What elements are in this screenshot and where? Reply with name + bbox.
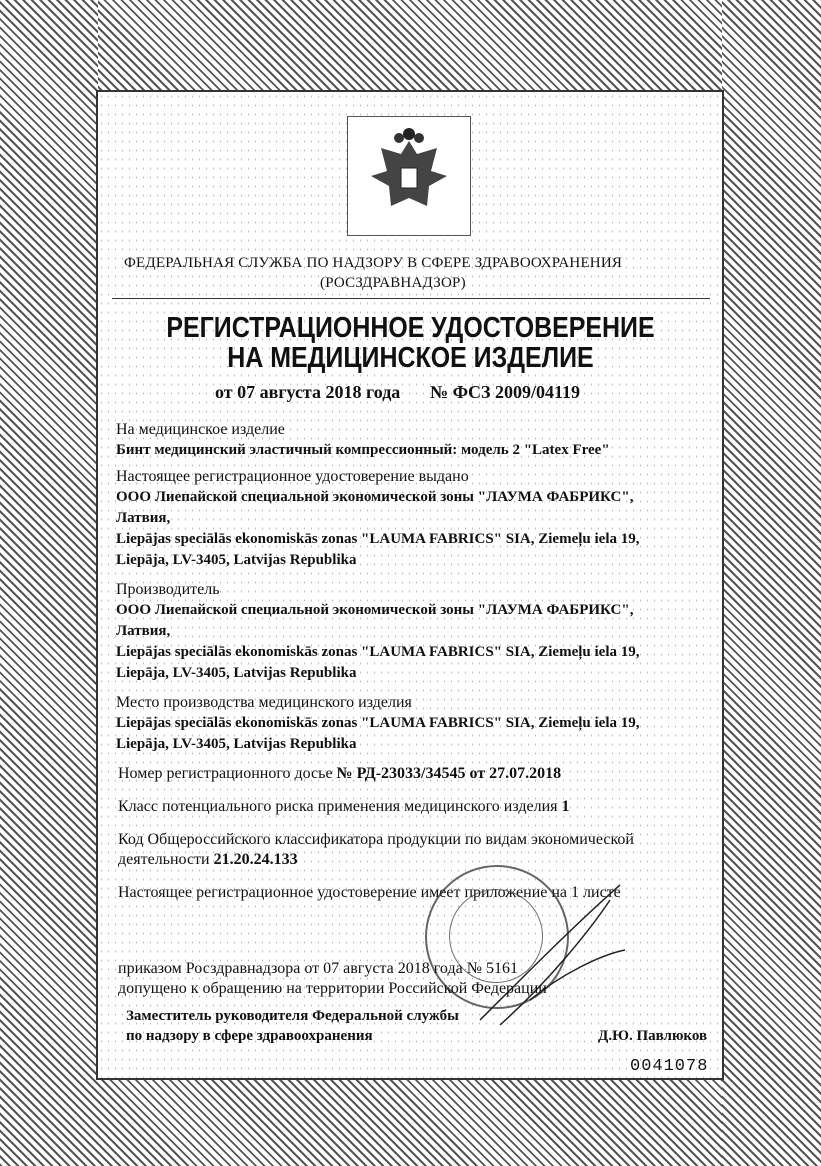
manufacturer-line: Liepāja, LV-3405, Latvijas Republika	[116, 665, 357, 681]
coat-of-arms-icon	[347, 116, 471, 236]
document-title-line2: НА МЕДИЦИНСКОЕ ИЗДЕЛИЕ	[227, 342, 594, 374]
okp-code	[118, 851, 298, 869]
ornamental-border-top	[0, 0, 821, 92]
ornamental-border-right	[722, 0, 821, 1166]
device-name: Бинт медицинский эластичный компрессионный: модель 2 "Latex Free"	[116, 442, 610, 458]
production-place-label: Место производства медицинского изделия	[116, 694, 412, 711]
risk-class-label: Класс потенциального риска применения медицинского изделия	[118, 798, 558, 815]
risk-class-value: 1	[561, 798, 570, 815]
okp-label-cont: деятельности	[118, 851, 210, 868]
header-divider	[112, 298, 710, 299]
signatory-position: Заместитель руководителя Федеральной службы	[126, 1008, 459, 1024]
production-place-line: Liepāja, LV-3405, Latvijas Republika	[116, 736, 357, 752]
admission-statement: допущено к обращению на территории Российской Федерации	[118, 980, 547, 997]
ornamental-border-bottom	[0, 1078, 821, 1166]
manufacturer-label: Производитель	[116, 581, 220, 598]
certificate-number: № ФСЗ 2009/04119	[430, 382, 581, 402]
manufacturer-line: ООО Лиепайской специальной экономической зоны "ЛАУМА ФАБРИКС",	[116, 602, 634, 618]
order-reference: приказом Росздравнадзора от 07 августа 2018 года № 5161	[118, 960, 518, 977]
signature-icon	[470, 880, 630, 1030]
issued-to-line: Liepāja, LV-3405, Latvijas Republika	[116, 552, 357, 568]
production-place-line: Liepājas speciālās ekonomiskās zonas "LAUMA FABRICS" SIA, Ziemeļu iela 19,	[116, 715, 640, 731]
issued-label: Настоящее регистрационное удостоверение выдано	[116, 468, 469, 485]
dossier-label: Номер регистрационного досье	[118, 765, 333, 782]
appendix-note: Настоящее регистрационное удостоверение имеет приложение на 1 листе	[118, 884, 621, 901]
serial-number: 0041078	[630, 1057, 709, 1076]
signatory-name: Д.Ю. Павлюков	[598, 1028, 708, 1044]
manufacturer-line: Латвия,	[116, 623, 171, 639]
issued-to-line: ООО Лиепайской специальной экономической зоны "ЛАУМА ФАБРИКС",	[116, 489, 634, 505]
issued-to-line: Латвия,	[116, 510, 171, 526]
issue-date: от 07 августа 2018 года	[215, 382, 401, 402]
dossier-value: № РД-23033/34545 от 27.07.2018	[336, 765, 562, 782]
document-title-line1: РЕГИСТРАЦИОННОЕ УДОСТОВЕРЕНИЕ	[166, 312, 655, 344]
okp-value: 21.20.24.133	[213, 851, 298, 868]
issued-to-line: Liepājas speciālās ekonomiskās zonas "LAUMA FABRICS" SIA, Ziemeļu iela 19,	[116, 531, 640, 547]
device-label: На медицинское изделие	[116, 421, 285, 438]
ornamental-border-left	[0, 0, 98, 1166]
risk-class	[118, 798, 570, 816]
okp-label: Код Общероссийского классификатора продукции по видам экономической	[118, 831, 634, 848]
agency-name: ФЕДЕРАЛЬНАЯ СЛУЖБА ПО НАДЗОРУ В СФЕРЕ ЗДРАВООХРАНЕНИЯ	[124, 255, 623, 271]
signatory-position: по надзору в сфере здравоохранения	[126, 1028, 373, 1044]
manufacturer-line: Liepājas speciālās ekonomiskās zonas "LAUMA FABRICS" SIA, Ziemeļu iela 19,	[116, 644, 640, 660]
dossier-number	[118, 765, 561, 783]
agency-short-name: (РОСЗДРАВНАДЗОР)	[320, 275, 466, 291]
